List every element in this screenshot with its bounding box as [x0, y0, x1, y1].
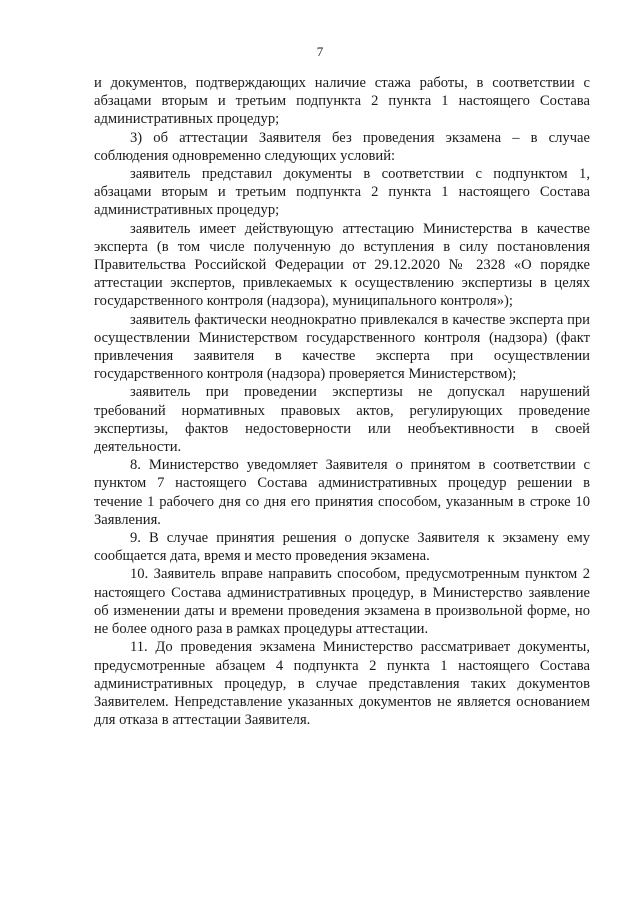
paragraph-documents-continuation: и документов, подтверждающих наличие стажа работы, в соответствии с абзацами вторым и третьим подпункта 2 пункта 1 настоящего Состава административных процедур; — [94, 75, 590, 128]
paragraph-condition-attestation: заявитель имеет действующую аттестацию Министерства в качестве эксперта (в том числе полученную до вступления в силу постановления Правительства Российской Федерации от 29.12.2020 № 2328 «О порядке аттестации экспертов, привлекаемых к осуществлению экспертизы в целях государственного контроля (надзора), муниципального контроля»); — [94, 220, 590, 310]
paragraph-item-10: 10. Заявитель вправе направить способом, предусмотренным пунктом 2 настоящего Состава административных процедур, в Министерство заявление об изменении даты и времени проведения экзамена в произвольной форме, но не более одного раза в рамках процедуры аттестации. — [94, 566, 590, 638]
paragraph-item-9: 9. В случае принятия решения о допуске Заявителя к экзамену ему сообщается дата, время и место проведения экзамена. — [94, 530, 590, 565]
paragraph-item-11: 11. До проведения экзамена Министерство рассматривает документы, предусмотренные абзацем 4 подпункта 2 пункта 1 настоящего Состава административных процедур, в случае представления таких документов Заявителем. Непредставление указанных документов не является основанием для отказа в аттестации Заявителя. — [94, 639, 590, 729]
paragraph-condition-no-violations: заявитель при проведении экспертизы не допускал нарушений требований нормативных правовых актов, регулирующих проведение экспертизы, фактов недостоверности или необъективности в своей деятельности. — [94, 384, 590, 456]
page-number: 7 — [316, 44, 324, 59]
paragraph-condition-expert: заявитель фактически неоднократно привлекался в качестве эксперта при осуществлении Министерством государственного контроля (надзора) (факт привлечения заявителя в качестве эксперта при осуществлении государственного контроля (надзора) проверяется Министерством); — [94, 311, 590, 383]
document-body — [94, 74, 590, 729]
paragraph-condition-documents: заявитель представил документы в соответствии с подпунктом 1, абзацами вторым и третьим подпункта 2 пункта 1 настоящего Состава административных процедур; — [94, 166, 590, 219]
paragraph-subitem-3: 3) об аттестации Заявителя без проведения экзамена – в случае соблюдения одновременно следующих условий: — [94, 129, 590, 164]
paragraph-item-8: 8. Министерство уведомляет Заявителя о принятом в соответствии с пунктом 7 настоящего Состава административных процедур решении в течение 1 рабочего дня со дня его принятия способом, указанным в строке 10 Заявления. — [94, 457, 590, 528]
